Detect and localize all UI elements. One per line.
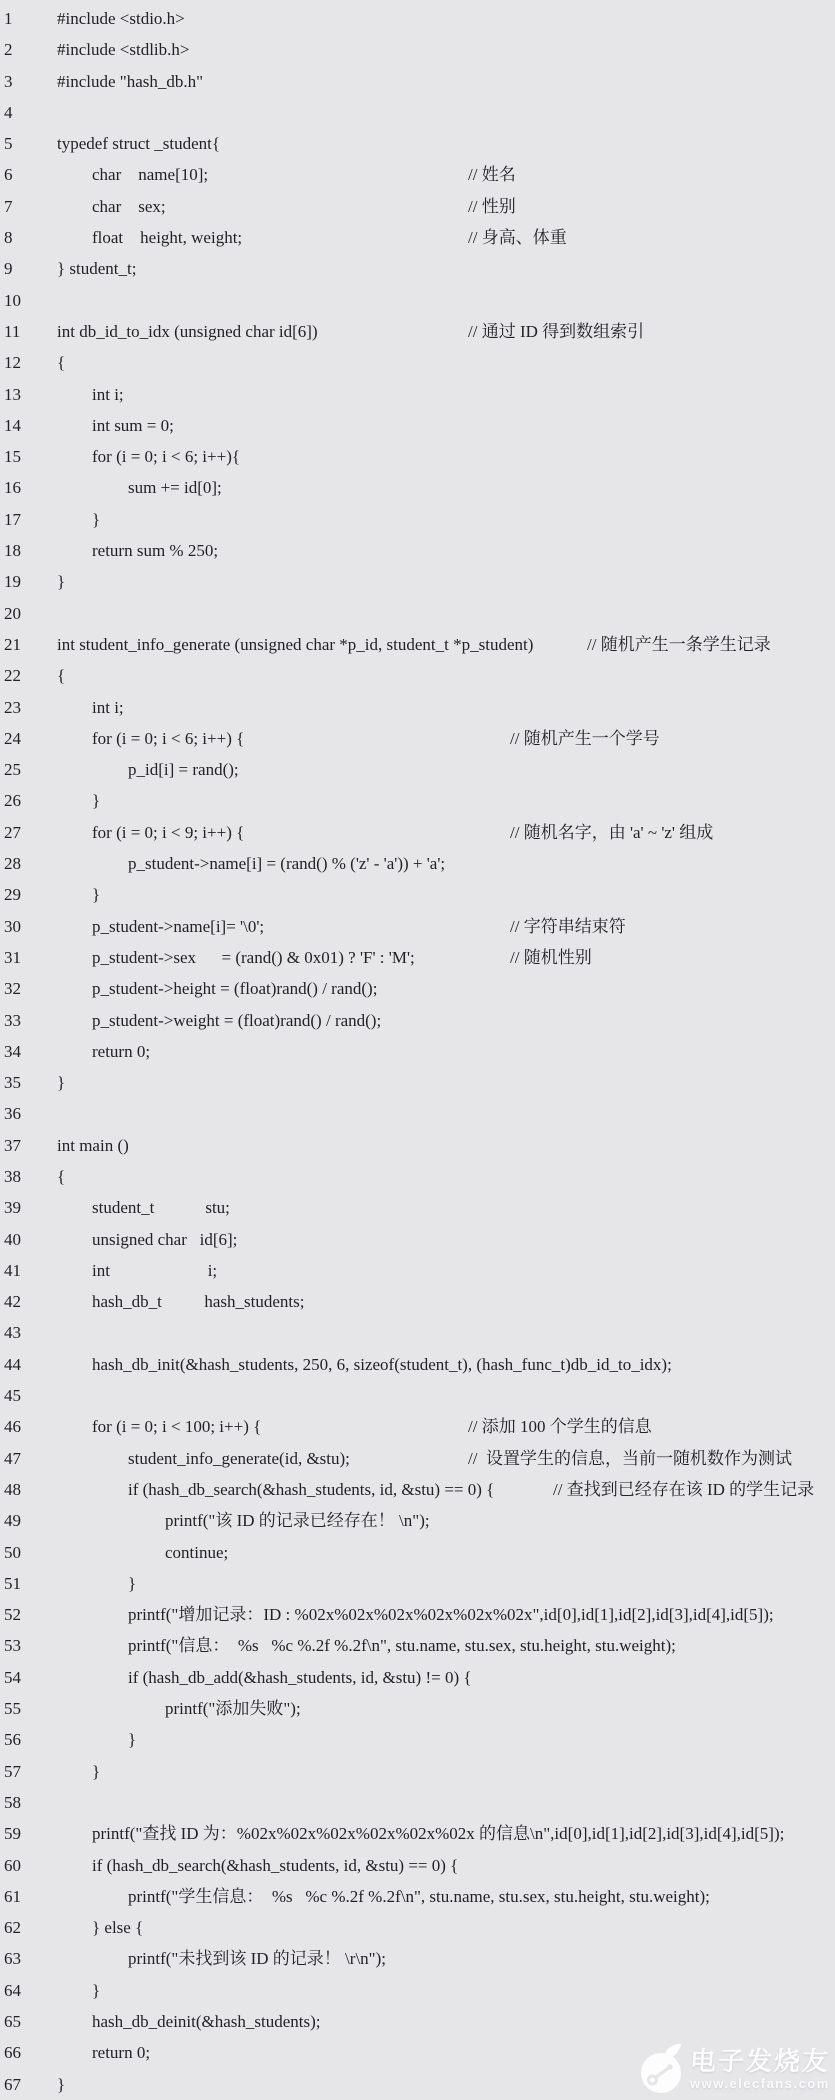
line-number: 45 [4, 1386, 21, 1406]
code-line [0, 1474, 835, 1505]
code-text: printf("查找 ID 为：%02x%02x%02x%02x%02x%02x 的信息\n",id[0],id[1],id[2],id[3],id[4],id[5]); [92, 1824, 785, 1844]
code-text: hash_db_t hash_students; [92, 1292, 305, 1312]
code-text: return 0; [92, 2043, 151, 2063]
code-text: float height, weight; [92, 228, 243, 248]
code-line [0, 3, 835, 34]
code-comment: // 查找到已经存在该 ID 的学生记录 [553, 1479, 815, 1499]
line-number: 21 [4, 634, 21, 654]
code-text: hash_db_deinit(&hash_students); [92, 2012, 321, 2031]
code-line [0, 754, 835, 785]
line-number: 3 [4, 71, 13, 91]
line-number: 37 [4, 1135, 21, 1155]
line-number: 31 [4, 947, 21, 967]
code-text: #include "hash_db.h" [57, 71, 204, 91]
line-number: 38 [4, 1166, 21, 1186]
line-number: 35 [4, 1073, 21, 1093]
line-number: 2 [4, 40, 13, 60]
line-number: 51 [4, 1573, 21, 1593]
code-comment: // 随机产生一个学号 [510, 728, 660, 748]
line-number: 6 [4, 165, 13, 185]
line-number: 13 [4, 384, 21, 404]
code-comment: // 随机产生一条学生记录 [587, 634, 771, 654]
code-line [0, 1067, 835, 1098]
code-line [0, 222, 835, 253]
code-text: } else { [92, 1918, 144, 1938]
code-line [0, 1505, 835, 1536]
line-number: 20 [4, 603, 21, 623]
code-line [0, 2006, 835, 2037]
code-line [0, 879, 835, 910]
line-number: 24 [4, 728, 21, 748]
code-text: typedef struct _student{ [57, 134, 221, 154]
line-number: 67 [4, 2074, 21, 2094]
code-text: for (i = 0; i < 100; i++) { [92, 1417, 262, 1437]
code-comment: // 随机性别 [510, 947, 592, 967]
code-line [0, 159, 835, 190]
code-text: for (i = 0; i < 6; i++){ [92, 447, 241, 467]
code-line [0, 1380, 835, 1411]
code-text: if (hash_db_search(&hash_students, id, &stu) == 0) { [92, 1855, 459, 1875]
code-line [0, 1724, 835, 1755]
code-line [0, 566, 835, 597]
line-number: 54 [4, 1667, 21, 1687]
line-number: 15 [4, 447, 21, 467]
line-number: 30 [4, 916, 21, 936]
code-text: } [92, 1980, 101, 2000]
line-number: 18 [4, 541, 21, 561]
line-number: 22 [4, 666, 21, 686]
code-text: { [57, 1166, 66, 1186]
code-line [0, 347, 835, 378]
code-line [0, 817, 835, 848]
code-line [0, 1943, 835, 1974]
line-number: 36 [4, 1104, 21, 1124]
line-number: 19 [4, 572, 21, 592]
code-text: } [92, 509, 101, 529]
line-number: 46 [4, 1417, 21, 1437]
line-number: 27 [4, 822, 21, 842]
code-line [0, 66, 835, 97]
line-number: 64 [4, 1980, 21, 2000]
code-line [0, 848, 835, 879]
line-number: 9 [4, 259, 13, 279]
line-number: 43 [4, 1323, 21, 1343]
code-line [0, 1818, 835, 1849]
code-line [0, 535, 835, 566]
code-text: unsigned char id[6]; [92, 1229, 238, 1249]
code-text: printf("该 ID 的记录已经存在！ \n"); [165, 1511, 430, 1531]
line-number: 57 [4, 1761, 21, 1781]
code-text: printf("信息： %s %c %.2f %.2f\n", stu.name, stu.sex, stu.height, stu.weight); [128, 1636, 676, 1656]
code-line [0, 1975, 835, 2006]
code-text: } [57, 2074, 66, 2094]
line-number: 52 [4, 1605, 21, 1625]
line-number: 55 [4, 1699, 21, 1719]
code-text: char name[10]; [92, 165, 209, 185]
code-text: } [57, 1073, 66, 1093]
code-line [0, 472, 835, 503]
code-line [0, 1662, 835, 1693]
code-line [0, 1537, 835, 1568]
line-number: 42 [4, 1292, 21, 1312]
code-text: printf("未找到该 ID 的记录！ \r\n"); [128, 1949, 386, 1969]
code-comment: // 字符串结束符 [510, 916, 626, 936]
line-number: 47 [4, 1448, 21, 1468]
code-text: } student_t; [57, 259, 137, 279]
code-line [0, 1630, 835, 1661]
code-line [0, 973, 835, 1004]
code-text: p_id[i] = rand(); [128, 760, 239, 780]
code-line [0, 1349, 835, 1380]
code-line [0, 1881, 835, 1912]
code-line [0, 1850, 835, 1881]
code-line [0, 34, 835, 65]
watermark-text [690, 2048, 830, 2090]
line-number: 48 [4, 1479, 21, 1499]
line-number: 26 [4, 791, 21, 811]
code-line [0, 1411, 835, 1442]
code-line [0, 1255, 835, 1286]
watermark-url: www.elecfans.com [689, 2076, 830, 2091]
code-line [0, 629, 835, 660]
code-line [0, 1912, 835, 1943]
line-number: 59 [4, 1824, 21, 1844]
code-line [0, 1317, 835, 1348]
line-number: 23 [4, 697, 21, 717]
code-text: printf("添加失败"); [165, 1699, 301, 1719]
code-text: int i; [92, 384, 124, 404]
code-text: } [92, 1761, 101, 1781]
code-text: printf("学生信息： %s %c %.2f %.2f\n", stu.name, stu.sex, stu.height, stu.weight); [128, 1886, 710, 1906]
line-number: 39 [4, 1198, 21, 1218]
code-line [0, 1192, 835, 1223]
code-text: for (i = 0; i < 6; i++) { [92, 728, 245, 748]
code-text: } [128, 1573, 137, 1593]
line-number: 1 [4, 9, 13, 28]
code-line [0, 1443, 835, 1474]
code-text: return 0; [92, 1041, 151, 1061]
code-line [0, 785, 835, 816]
code-text: } [92, 791, 101, 811]
code-text: p_student->height = (float)rand() / rand(); [92, 979, 378, 999]
code-line [0, 441, 835, 472]
code-line [0, 1130, 835, 1161]
line-number: 49 [4, 1511, 21, 1531]
code-comment: // 随机名字，由 'a' ~ 'z' 组成 [510, 822, 714, 842]
code-text: #include <stdlib.h> [57, 40, 190, 60]
line-number: 61 [4, 1886, 21, 1906]
code-line [0, 1787, 835, 1818]
line-number: 29 [4, 885, 21, 905]
elecfans-logo-icon [639, 2044, 685, 2094]
code-text: printf("增加记录：ID : %02x%02x%02x%02x%02x%02x",id[0],id[1],id[2],id[3],id[4],id[5]); [128, 1605, 774, 1625]
line-number: 60 [4, 1855, 21, 1875]
code-text: for (i = 0; i < 9; i++) { [92, 822, 245, 842]
code-line [0, 1286, 835, 1317]
code-text: int sum = 0; [92, 415, 174, 435]
line-number: 5 [4, 134, 13, 154]
line-number: 33 [4, 1010, 21, 1030]
code-text: p_student->weight = (float)rand() / rand(); [92, 1010, 382, 1030]
line-number: 11 [4, 321, 21, 341]
line-number: 62 [4, 1918, 21, 1938]
line-number: 34 [4, 1041, 21, 1061]
code-comment: // 通过 ID 得到数组索引 [468, 321, 645, 341]
line-number: 53 [4, 1636, 21, 1656]
code-line [0, 1161, 835, 1192]
code-text: } [57, 572, 66, 592]
code-comment: // 添加 100 个学生的信息 [468, 1417, 652, 1437]
code-text: p_student->name[i]= '\0'; [92, 916, 265, 936]
code-comment: // 设置学生的信息，当前一随机数作为测试 [468, 1448, 792, 1468]
line-number: 63 [4, 1949, 21, 1969]
code-text: } [128, 1730, 137, 1750]
line-number: 41 [4, 1260, 21, 1280]
code-listing [0, 3, 835, 2100]
code-text: int db_id_to_idx (unsigned char id[6]) [57, 321, 318, 341]
code-line [0, 1098, 835, 1129]
code-text: student_t stu; [92, 1198, 230, 1218]
line-number: 58 [4, 1792, 21, 1812]
code-line [0, 1599, 835, 1630]
code-line [0, 191, 835, 222]
code-line [0, 1756, 835, 1787]
line-number: 7 [4, 196, 13, 216]
code-text: if (hash_db_add(&hash_students, id, &stu) != 0) { [128, 1667, 472, 1687]
line-number: 4 [4, 102, 13, 122]
code-line [0, 504, 835, 535]
line-number: 17 [4, 509, 21, 529]
code-line [0, 316, 835, 347]
code-line [0, 379, 835, 410]
code-line [0, 253, 835, 284]
code-text: int i; [92, 697, 124, 717]
line-number: 50 [4, 1542, 21, 1562]
line-number: 66 [4, 2043, 21, 2063]
code-line [0, 285, 835, 316]
code-line [0, 692, 835, 723]
code-text: if (hash_db_search(&hash_students, id, &stu) == 0) { [128, 1479, 495, 1499]
code-line [0, 911, 835, 942]
code-line [0, 1568, 835, 1599]
code-text: } [92, 885, 101, 905]
line-number: 65 [4, 2012, 21, 2031]
code-line [0, 1036, 835, 1067]
line-number: 10 [4, 290, 21, 310]
code-comment: // 姓名 [468, 165, 516, 185]
code-line [0, 660, 835, 691]
code-line [0, 97, 835, 128]
elecfans-watermark [639, 2044, 830, 2094]
code-text: int student_info_generate (unsigned char *p_id, student_t *p_student) [57, 634, 534, 654]
code-text: int i; [92, 1260, 218, 1280]
line-number: 16 [4, 478, 21, 498]
code-comment: // 性别 [468, 196, 516, 216]
code-text: { [57, 353, 66, 373]
code-text: p_student->sex = (rand() & 0x01) ? 'F' : 'M'; [92, 947, 415, 967]
line-number: 32 [4, 979, 21, 999]
code-text: hash_db_init(&hash_students, 250, 6, sizeof(student_t), (hash_func_t)db_id_to_idx); [92, 1354, 672, 1374]
line-number: 28 [4, 854, 21, 874]
line-number: 14 [4, 415, 21, 435]
code-line [0, 410, 835, 441]
code-line [0, 598, 835, 629]
code-line [0, 1005, 835, 1036]
code-text: int main () [57, 1135, 129, 1155]
code-text: p_student->name[i] = (rand() % ('z' - 'a')) + 'a'; [128, 854, 446, 874]
line-number: 25 [4, 760, 21, 780]
code-comment: // 身高、体重 [468, 228, 567, 248]
line-number: 56 [4, 1730, 21, 1750]
code-text: { [57, 666, 66, 686]
code-text: #include <stdio.h> [57, 9, 185, 28]
code-text: sum += id[0]; [128, 478, 222, 498]
code-line [0, 723, 835, 754]
code-line [0, 1693, 835, 1724]
code-line [0, 128, 835, 159]
line-number: 8 [4, 228, 13, 248]
code-text: char sex; [92, 196, 166, 216]
line-number: 40 [4, 1229, 21, 1249]
code-line [0, 942, 835, 973]
code-text: return sum % 250; [92, 541, 219, 561]
code-text: student_info_generate(id, &stu); [128, 1448, 350, 1468]
code-line [0, 1224, 835, 1255]
code-text: continue; [165, 1542, 229, 1562]
watermark-brand: 电子发烧友 [688, 2046, 832, 2076]
line-number: 12 [4, 353, 21, 373]
line-number: 44 [4, 1354, 21, 1374]
